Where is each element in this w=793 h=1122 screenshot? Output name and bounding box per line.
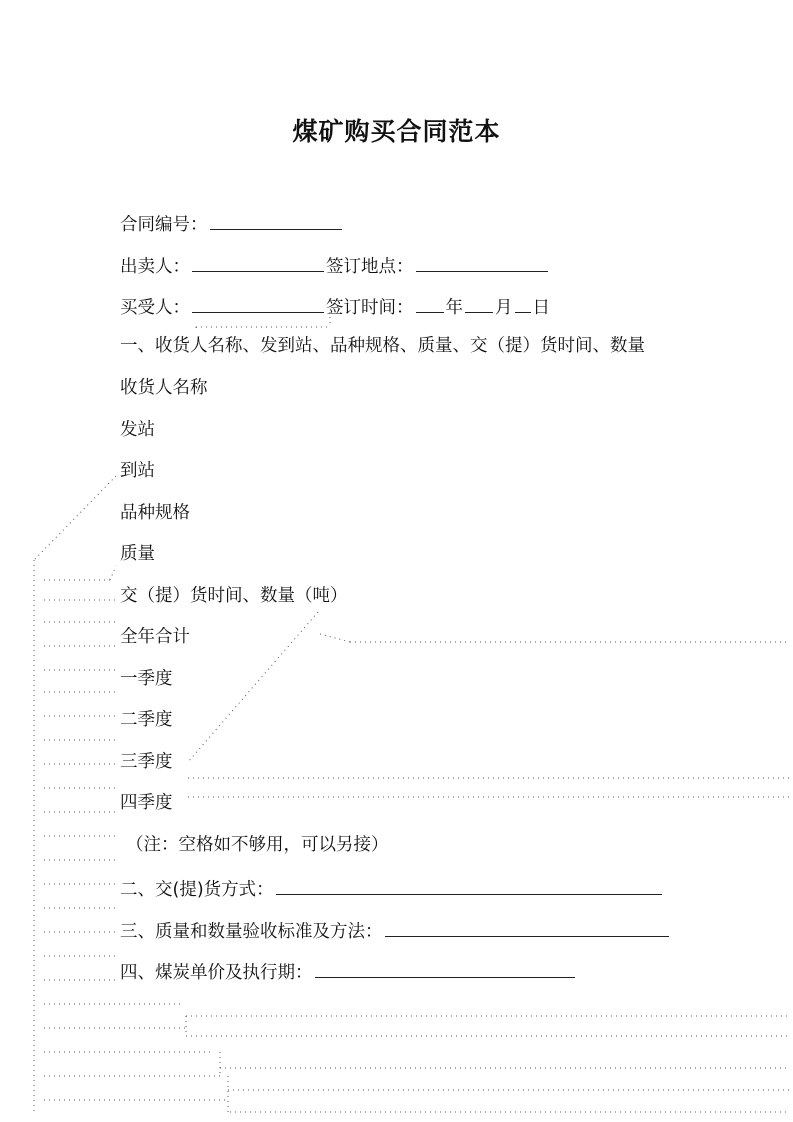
q2-label: 二季度 — [120, 710, 173, 730]
consignee-label: 收货人名称 — [120, 378, 208, 398]
year-label: 年 — [445, 298, 463, 318]
section-1-heading: 一、收货人名称、发到站、品种规格、质量、交（提）货时间、数量 — [120, 336, 645, 356]
document-title: 煤矿购买合同范本 — [292, 117, 501, 146]
q3-label: 三季度 — [120, 752, 173, 772]
spec-label: 品种规格 — [120, 503, 190, 523]
to-station-label: 到站 — [120, 461, 155, 481]
month-field[interactable] — [465, 292, 493, 313]
sign-place-label: 签订地点： — [326, 257, 414, 277]
seller-row — [120, 251, 550, 279]
month-label: 月 — [495, 298, 513, 318]
buyer-row — [120, 292, 550, 320]
section-4-label: 四、煤炭单价及执行期： — [120, 963, 313, 983]
section-4-row — [120, 957, 577, 985]
contract-number-label: 合同编号： — [120, 215, 208, 235]
buyer-label: 买受人： — [120, 298, 190, 318]
sign-time-label: 签订时间： — [326, 298, 414, 318]
contract-number-field[interactable] — [210, 209, 342, 230]
quality-label: 质量 — [120, 544, 155, 564]
seller-field[interactable] — [192, 251, 324, 272]
q4-label: 四季度 — [120, 793, 173, 813]
year-total-label: 全年合计 — [120, 627, 190, 647]
dotted-line — [188, 612, 318, 762]
section-3-row — [120, 916, 671, 944]
dotted-line — [34, 476, 116, 560]
section-2-row — [120, 874, 664, 902]
delivery-quantity-label: 交（提）货时间、数量（吨） — [120, 586, 348, 606]
dotted-line — [110, 566, 116, 580]
sign-place-field[interactable] — [416, 251, 548, 272]
section-2-label: 二、交(提)货方式： — [120, 880, 274, 900]
note-text: （注：空格如不够用，可以另接） — [126, 835, 389, 855]
inspection-standard-field[interactable] — [385, 916, 669, 937]
price-period-field[interactable] — [315, 957, 575, 978]
seller-label: 出卖人： — [120, 257, 190, 277]
dotted-line — [320, 634, 350, 642]
delivery-method-field[interactable] — [276, 874, 662, 895]
contract-number-row — [120, 209, 344, 237]
buyer-field[interactable] — [192, 292, 324, 313]
year-field[interactable] — [416, 292, 444, 313]
day-field[interactable] — [515, 292, 531, 313]
from-station-label: 发站 — [120, 420, 155, 440]
day-label: 日 — [532, 298, 550, 318]
section-3-label: 三、质量和数量验收标准及方法： — [120, 922, 383, 942]
q1-label: 一季度 — [120, 669, 173, 689]
